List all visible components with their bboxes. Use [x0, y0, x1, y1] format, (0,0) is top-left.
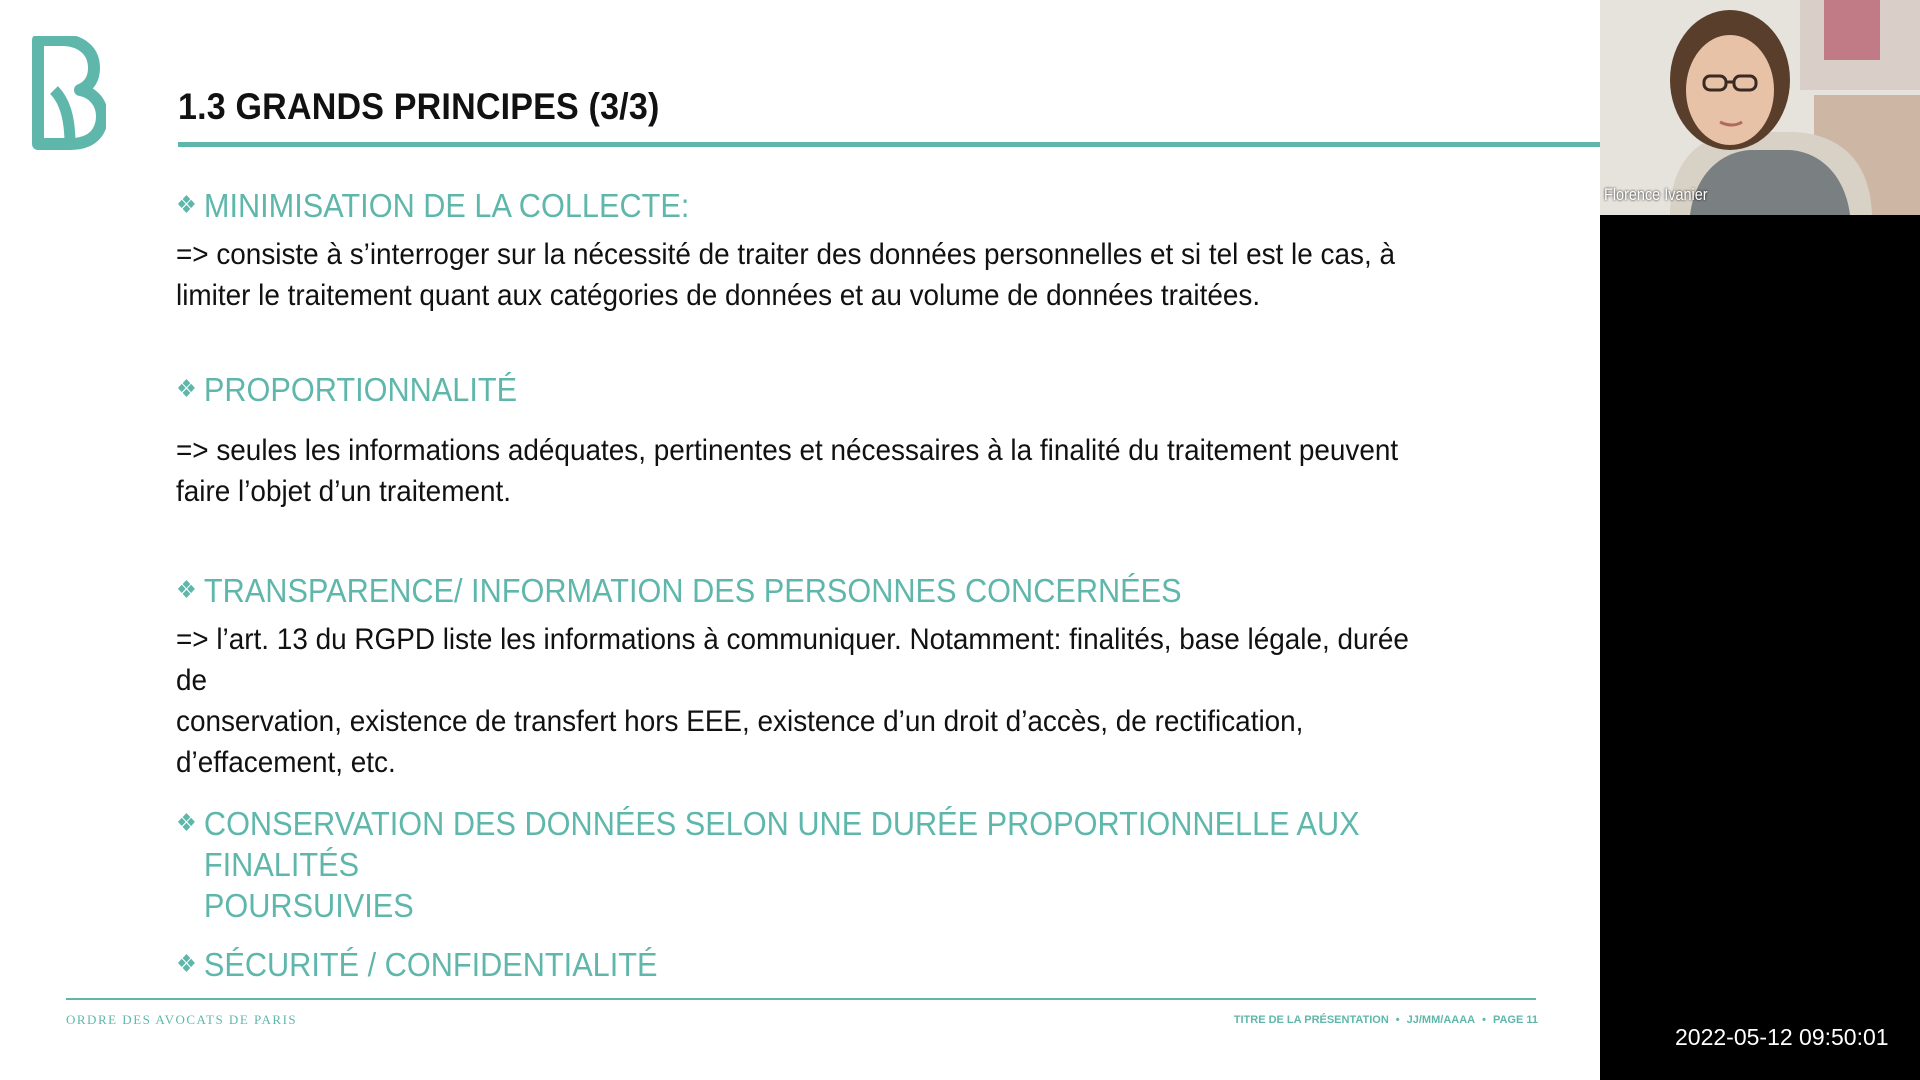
section-minimisation	[176, 185, 1536, 316]
diamond-bullet-icon: ❖	[176, 809, 197, 837]
footer-presentation-title: TITRE DE LA PRÉSENTATION	[1233, 1014, 1389, 1026]
slide-title: 1.3 GRANDS PRINCIPES (3/3)	[178, 86, 660, 127]
section-body	[176, 234, 1441, 316]
section-heading	[176, 944, 1441, 985]
diamond-bullet-icon: ❖	[176, 191, 197, 219]
participant-video-frame	[1600, 0, 1920, 215]
title-underline	[178, 142, 1600, 147]
body-line: conservation, existence de transfert hors EEE, existence d’un droit d’accès, de rectification,	[176, 705, 1304, 738]
body-line: => consiste à s’interroger sur la nécessité de traiter des données personnelles et si tel est le cas, à	[176, 238, 1395, 271]
heading-text: MINIMISATION DE LA COLLECTE:	[203, 187, 690, 224]
diamond-bullet-icon: ❖	[176, 576, 197, 604]
section-heading	[176, 185, 1441, 226]
section-body	[176, 619, 1441, 783]
recording-timestamp: 2022-05-12 09:50:01	[1675, 1024, 1889, 1050]
footer-meta	[1234, 1014, 1538, 1026]
diamond-bullet-icon: ❖	[176, 375, 197, 403]
body-line: faire l’objet d’un traitement.	[176, 475, 511, 508]
heading-text: TRANSPARENCE/ INFORMATION DES PERSONNES CONCERNÉES	[203, 572, 1182, 609]
section-conservation	[176, 803, 1536, 926]
barreau-logo-icon	[30, 36, 106, 150]
heading-text: PROPORTIONNALITÉ	[203, 371, 518, 408]
heading-text: SÉCURITÉ / CONFIDENTIALITÉ	[203, 946, 658, 983]
body-line: => seules les informations adéquates, pertinentes et nécessaires à la finalité du traitement peuvent	[176, 434, 1399, 467]
footer-separator: •	[1482, 1014, 1486, 1026]
participant-name-label: Florence Ivanier	[1604, 185, 1708, 204]
body-line: => l’art. 13 du RGPD liste les informations à communiquer. Notamment: finalités, base légale, durée de	[176, 623, 1409, 697]
section-body	[176, 430, 1441, 512]
body-line: d’effacement, etc.	[176, 746, 396, 779]
footer-divider	[66, 998, 1536, 1000]
footer-organization: ORDRE DES AVOCATS DE PARIS	[66, 1012, 298, 1027]
section-heading	[176, 369, 1441, 410]
body-line: limiter le traitement quant aux catégories de données et au volume de données traitées.	[176, 279, 1261, 312]
section-transparence	[176, 570, 1536, 783]
section-proportionnalite	[176, 369, 1536, 512]
footer-separator: •	[1395, 1014, 1400, 1026]
footer-date: JJ/MM/AAAA	[1406, 1014, 1476, 1026]
diamond-bullet-icon: ❖	[176, 950, 197, 978]
section-securite	[176, 944, 1536, 985]
heading-line: POURSUIVIES	[203, 887, 414, 924]
footer-page-number: PAGE 11	[1492, 1014, 1538, 1026]
section-heading	[176, 570, 1441, 611]
participant-video-tile[interactable]	[1600, 0, 1920, 215]
heading-line: CONSERVATION DES DONNÉES SELON UNE DURÉE PROPORTIONNELLE AUX FINALITÉS	[203, 805, 1360, 883]
section-heading	[176, 803, 1441, 926]
